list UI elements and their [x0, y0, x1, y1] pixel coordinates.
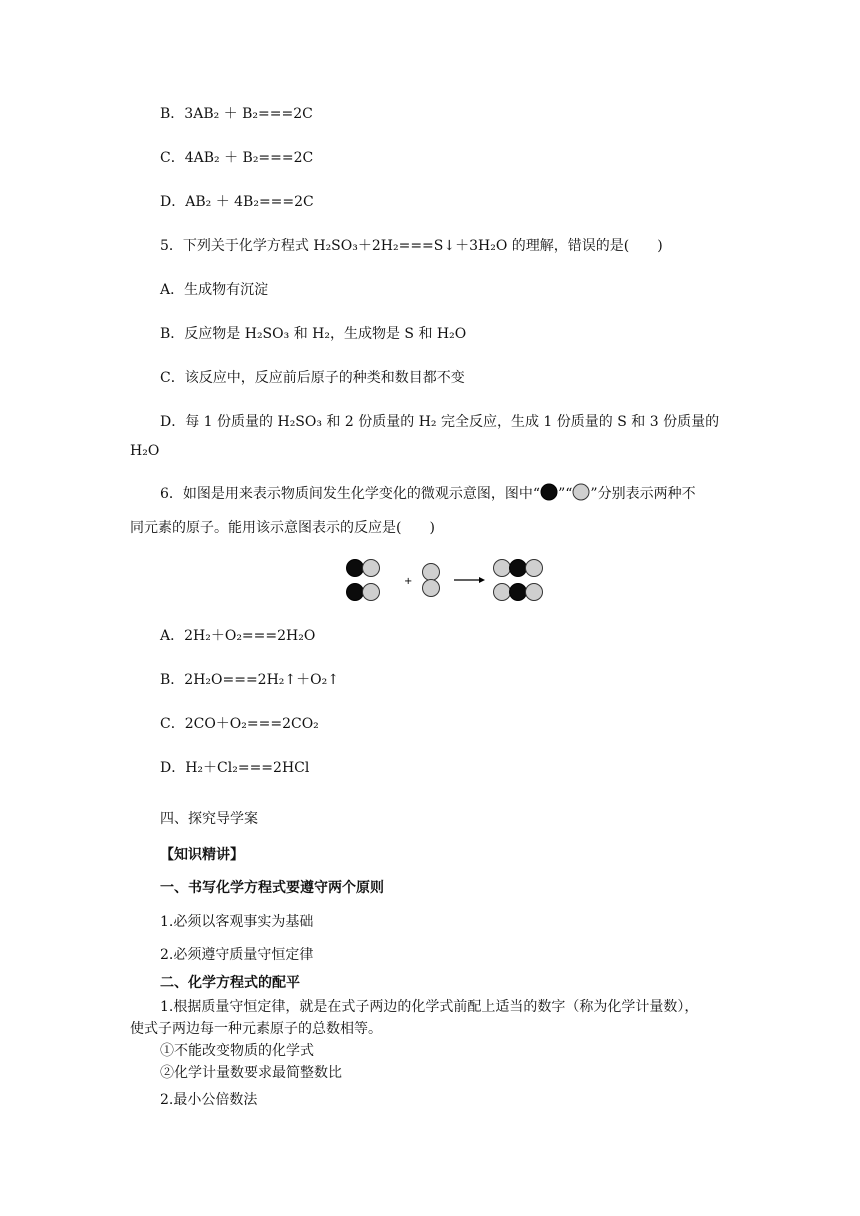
reactant-molecule-1	[347, 560, 380, 577]
q5-option-b: B．反应物是 H₂SO₃ 和 H₂，生成物是 S 和 H₂O	[160, 326, 467, 342]
q6-stem-part1: 6．如图是用来表示物质间发生化学变化的微观示意图，图中“	[160, 486, 541, 502]
q5-option-d-line1: D．每 1 份质量的 H₂SO₃ 和 2 份质量的 H₂ 完全反应，生成 1 份质量的 S 和 3 份质量的	[160, 414, 720, 430]
reactant-molecule-3	[423, 564, 440, 597]
option-letter: B．	[160, 106, 185, 122]
principle-heading: 一、书写化学方程式要遵守两个原则	[160, 880, 384, 896]
product-molecule-1	[494, 560, 543, 577]
balancing-heading: 二、化学方程式的配平	[160, 975, 300, 991]
dark-atom-icon	[540, 483, 558, 501]
option-text: 4AB₂ ＋ B₂===2C	[184, 150, 314, 166]
balancing-1-line2: 使式子两边每一种元素原子的总数相等。	[130, 1021, 382, 1037]
balancing-1-line1: 1.根据质量守恒定律，就是在式子两边的化学式前配上适当的数字（称为化学计量数），	[160, 999, 699, 1015]
principle-1: 1.必须以客观事实为基础	[160, 914, 314, 930]
knowledge-heading: 【知识精讲】	[160, 847, 244, 863]
balancing-method: 2.最小公倍数法	[160, 1092, 258, 1108]
balancing-rule-2: ②化学计量数要求最简整数比	[160, 1065, 342, 1081]
reaction-arrow-icon	[454, 577, 485, 583]
q6-option-a: A．2H₂＋O₂===2H₂O	[160, 628, 316, 644]
q5-option-a: A．生成物有沉淀	[160, 282, 269, 298]
option-letter: C．	[160, 150, 185, 166]
q6-option-c: C．2CO＋O₂===2CO₂	[160, 716, 319, 732]
reaction-micro-diagram	[340, 552, 560, 608]
q6-option-d: D．H₂＋Cl₂===2HCl	[160, 760, 310, 776]
q6-stem-part2: ”“	[558, 486, 573, 502]
principle-2: 2.必须遵守质量守恒定律	[160, 947, 314, 963]
q5-option-d-line2: H₂O	[130, 443, 160, 459]
q6-stem-line2: 同元素的原子。能用该示意图表示的反应是( )	[130, 520, 435, 536]
reactant-molecule-2	[347, 584, 380, 601]
q5-stem: 5．下列关于化学方程式 H₂SO₃＋2H₂===S↓＋3H₂O 的理解，错误的是( )	[160, 238, 663, 254]
q4-option-c	[160, 148, 313, 168]
option-text: AB₂ ＋ 4B₂===2C	[185, 194, 314, 210]
q4-option-b	[160, 104, 313, 124]
balancing-rule-1: ①不能改变物质的化学式	[160, 1043, 314, 1059]
q6-option-b: B．2H₂O===2H₂↑＋O₂↑	[160, 672, 339, 688]
light-atom-icon	[572, 483, 590, 501]
section-title: 四、探究导学案	[160, 811, 258, 827]
q5-option-c: C．该反应中，反应前后原子的种类和数目都不变	[160, 370, 465, 386]
plus-sign: +	[404, 576, 413, 587]
q6-stem-part3: ”分别表示两种不	[590, 486, 696, 502]
option-letter: D．	[160, 194, 186, 210]
q6-stem-line1	[160, 483, 696, 504]
product-molecule-2	[494, 584, 543, 601]
option-text: 3AB₂ ＋ B₂===2C	[184, 106, 313, 122]
q4-option-d	[160, 192, 314, 212]
